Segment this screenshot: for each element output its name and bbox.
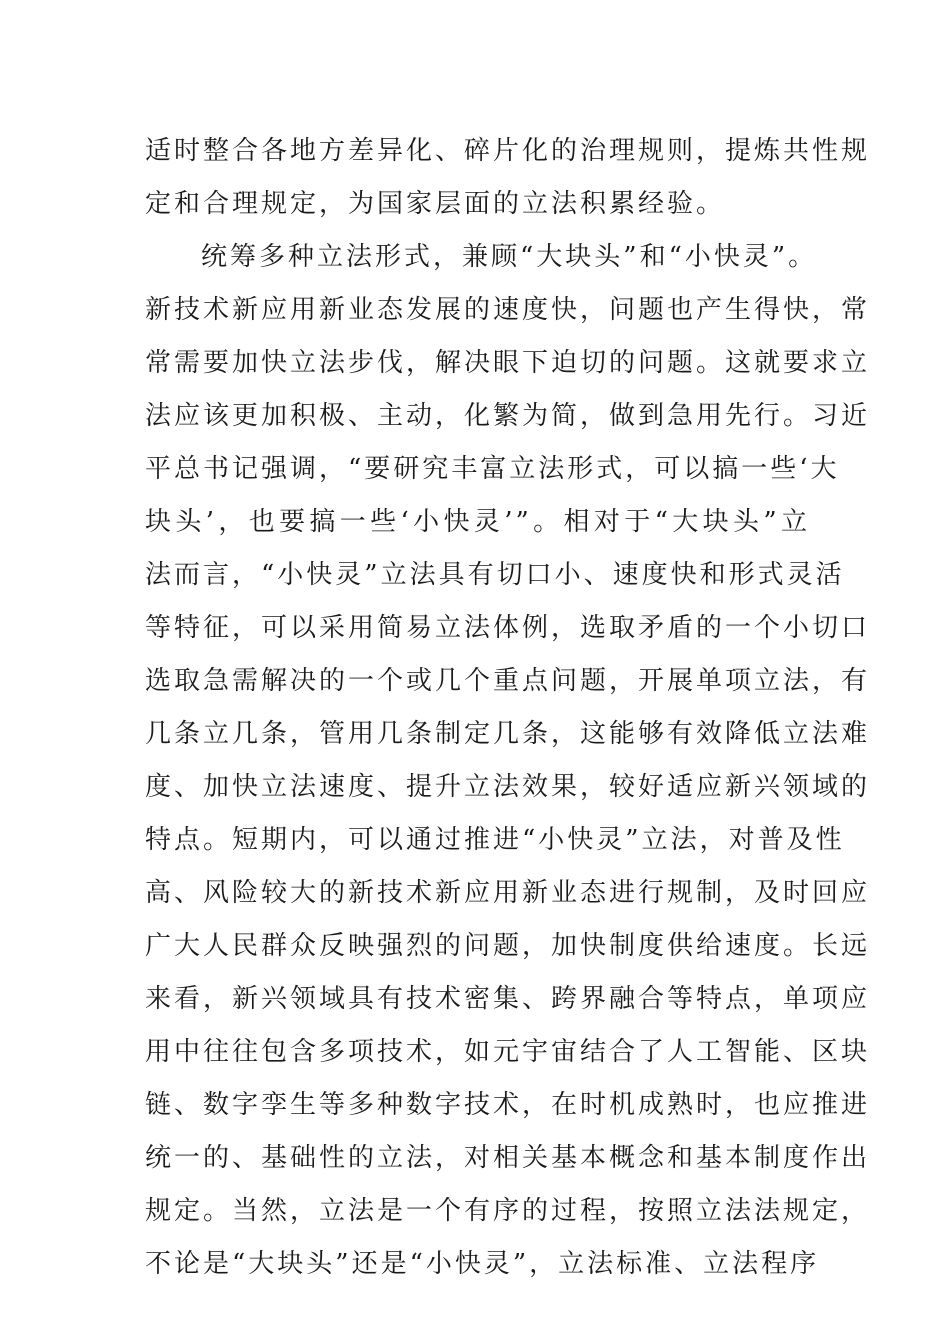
paragraph-2-line-11: 度、加快立法速度、提升立法效果，较好适应新兴领域的 [145, 772, 871, 802]
paragraph-2-line-16: 用中往往包含多项技术，如元宇宙结合了人工智能、区块 [145, 1037, 871, 1067]
paragraph-2-line-7: 法而言，“小快灵”立法具有切口小、速度快和形式灵活 [145, 560, 845, 590]
paragraph-2-line-15: 来看，新兴领域具有技术密集、跨界融合等特点，单项应 [145, 984, 871, 1014]
paragraph-2-line-4: 法应该更加积极、主动，化繁为简，做到急用先行。习近 [145, 401, 871, 431]
paragraph-2-line-5: 平总书记强调，“要研究丰富立法形式，可以搞一些‘大 [145, 454, 840, 484]
paragraph-2-line-18: 统一的、基础性的立法，对相关基本概念和基本制度作出 [145, 1143, 871, 1173]
paragraph-2-line-10: 几条立几条，管用几条制定几条，这能够有效降低立法难 [145, 719, 871, 749]
document-body [145, 125, 871, 1291]
paragraph-2-line-12: 特点。短期内，可以通过推进“小快灵”立法，对普及性 [145, 825, 845, 855]
paragraph-2-line-9: 选取急需解决的一个或几个重点问题，开展单项立法，有 [145, 666, 871, 696]
paragraph-2-line-8: 等特征，可以采用简易立法体例，选取矛盾的一个小切口 [145, 613, 871, 643]
paragraph-2-line-13: 高、风险较大的新技术新应用新业态进行规制，及时回应 [145, 878, 871, 908]
paragraph-2-line-19: 规定。当然，立法是一个有序的过程，按照立法法规定， [145, 1196, 871, 1226]
paragraph-1-line-2: 定和合理规定，为国家层面的立法积累经验。 [145, 189, 726, 219]
paragraph-2-line-17: 链、数字孪生等多种数字技术，在时机成熟时，也应推进 [145, 1090, 871, 1120]
paragraph-2-line-6: 块头’，也要搞一些‘小快灵’”。相对于“大块头”立 [145, 507, 810, 537]
paragraph-1-line-1: 适时整合各地方差异化、碎片化的治理规则，提炼共性规 [145, 136, 871, 166]
paragraph-2-line-3: 常需要加快立法步伐，解决眼下迫切的问题。这就要求立 [145, 348, 871, 378]
paragraph-2-line-14: 广大人民群众反映强烈的问题，加快制度供给速度。长远 [145, 931, 871, 961]
paragraph-2-line-1: 统筹多种立法形式，兼顾“大块头”和“小快灵”。 [201, 242, 818, 272]
paragraph-2-line-2: 新技术新应用新业态发展的速度快，问题也产生得快，常 [145, 295, 871, 325]
paragraph-2-line-20: 不论是“大块头”还是“小快灵”，立法标准、立法程序 [145, 1249, 820, 1279]
